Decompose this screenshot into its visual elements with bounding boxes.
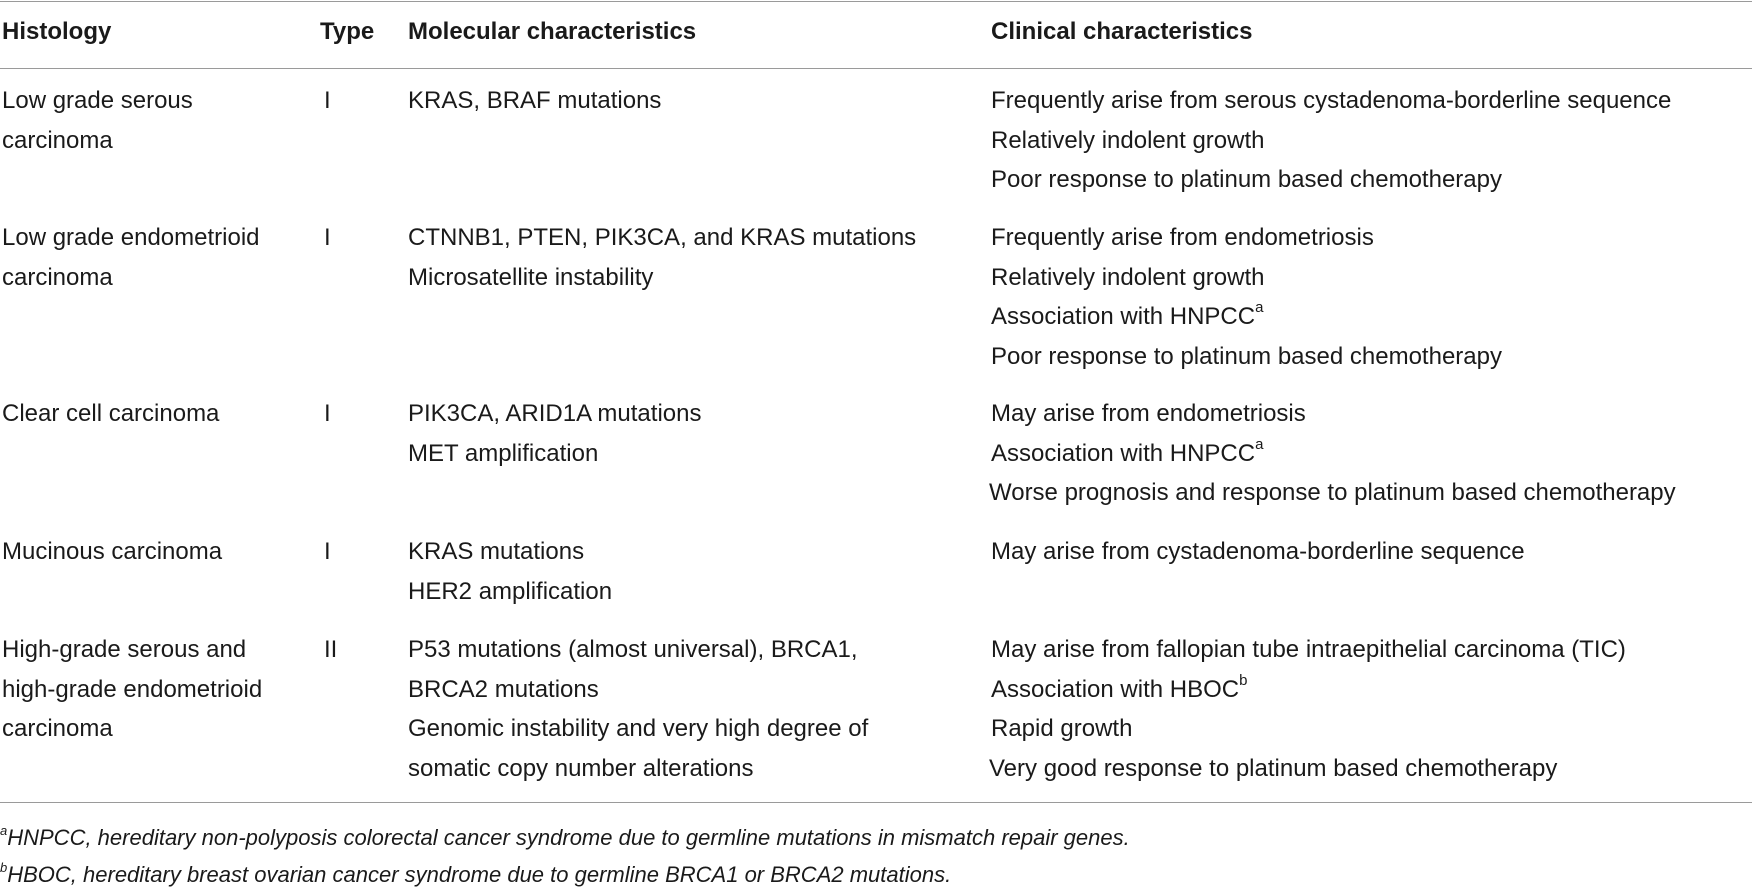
histology-line: High-grade serous and <box>2 636 247 663</box>
histology-line: high-grade endometrioid <box>2 675 263 703</box>
histology-line: Low grade endometrioid <box>2 224 260 251</box>
header-molecular: Molecular characteristics <box>408 18 697 45</box>
molecular-line: BRCA2 mutations <box>408 675 599 703</box>
histology-line: carcinoma <box>2 263 113 291</box>
type-cell: I <box>324 400 331 427</box>
clinical-line: Association with HNPCC$^a$ <box>991 435 1264 467</box>
molecular-line: PIK3CA, ARID1A mutations <box>408 400 702 427</box>
clinical-cell <box>991 394 1676 513</box>
header-histology: Histology <box>2 18 112 45</box>
molecular-line: KRAS mutations <box>408 538 585 565</box>
molecular-line: CTNNB1, PTEN, PIK3CA, and KRAS mutations <box>408 224 917 251</box>
clinical-cell <box>991 532 1525 572</box>
molecular-cell <box>408 630 868 788</box>
footnote: $^b$HBOC, hereditary breast ovarian cancer syndrome due to germline BRCA1 or BRCA2 mutations. <box>0 859 952 887</box>
clinical-line: Frequently arise from endometriosis <box>991 224 1374 251</box>
clinical-line: Relatively indolent growth <box>991 263 1265 291</box>
histology-line: Low grade serous <box>2 87 193 114</box>
clinical-cell <box>991 218 1502 376</box>
molecular-line: MET amplification <box>408 439 599 467</box>
clinical-line: Rapid growth <box>991 715 1133 742</box>
clinical-line: Frequently arise from serous cystadenoma-borderline sequence <box>991 87 1672 114</box>
type-cell: I <box>324 538 331 565</box>
histology-cell <box>2 630 262 749</box>
histology-cell <box>2 218 260 297</box>
molecular-line: somatic copy number alterations <box>408 754 754 782</box>
clinical-line: Poor response to platinum based chemotherapy <box>991 342 1502 370</box>
molecular-line: HER2 amplification <box>408 577 613 605</box>
clinical-line: Association with HNPCC$^a$ <box>991 299 1264 330</box>
molecular-line: KRAS, BRAF mutations <box>408 87 662 114</box>
clinical-line: Poor response to platinum based chemotherapy <box>991 166 1502 193</box>
molecular-cell <box>408 532 612 611</box>
histology-line: Mucinous carcinoma <box>2 538 223 565</box>
molecular-cell <box>408 218 916 297</box>
histology-cell <box>2 394 219 434</box>
header-type: Type <box>320 18 375 45</box>
footnote: $^a$HNPCC, hereditary non-polyposis colorectal cancer syndrome due to germline mutations in mismatch repair genes. <box>0 822 1130 850</box>
histology-line: carcinoma <box>2 715 113 742</box>
molecular-line: Microsatellite instability <box>408 263 654 291</box>
histology-cell <box>2 81 193 160</box>
clinical-line: May arise from fallopian tube intraepithelial carcinoma (TIC) <box>991 636 1626 663</box>
clinical-line: Association with HBOC$^b$ <box>991 671 1248 703</box>
clinical-cell <box>991 81 1671 200</box>
molecular-line: P53 mutations (almost universal), BRCA1, <box>408 636 858 663</box>
table-bottom-rule <box>0 802 1752 803</box>
molecular-cell <box>408 81 661 121</box>
histology-line: carcinoma <box>2 126 113 154</box>
clinical-line: Relatively indolent growth <box>991 126 1265 154</box>
table-top-rule <box>0 1 1752 2</box>
clinical-cell <box>991 630 1626 788</box>
clinical-line: May arise from cystadenoma-borderline sequence <box>991 538 1525 565</box>
histology-cell <box>2 532 222 572</box>
clinical-line: May arise from endometriosis <box>991 400 1306 427</box>
type-cell: II <box>324 636 338 663</box>
molecular-line: Genomic instability and very high degree of <box>408 715 869 742</box>
type-cell: I <box>324 87 331 114</box>
histology-line: Clear cell carcinoma <box>2 400 220 427</box>
clinical-line: Worse prognosis and response to platinum based chemotherapy <box>989 479 1676 506</box>
header-rule <box>0 68 1752 69</box>
clinical-line: Very good response to platinum based chemotherapy <box>989 754 1558 782</box>
type-cell: I <box>324 224 331 251</box>
header-clinical: Clinical characteristics <box>991 18 1253 45</box>
molecular-cell <box>408 394 701 473</box>
